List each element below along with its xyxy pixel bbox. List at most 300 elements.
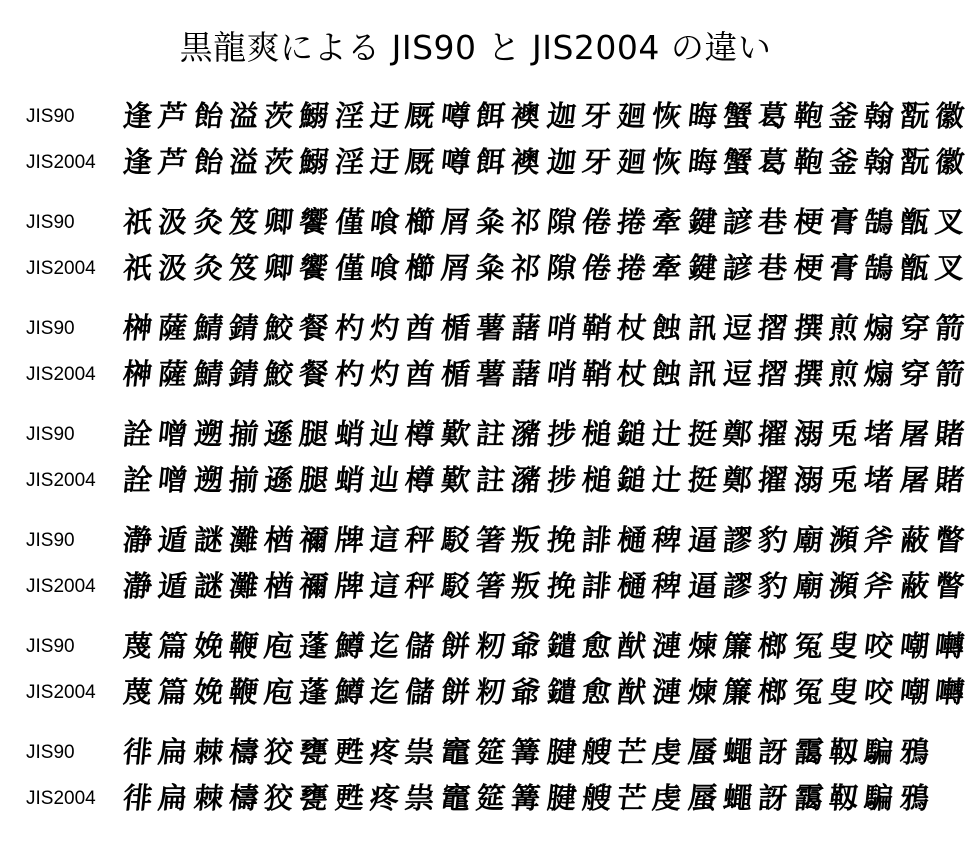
- kanji-glyph: 鰯: [297, 99, 331, 133]
- kanji-glyph: 晦: [686, 99, 719, 133]
- kanji-glyph: 巷: [756, 205, 790, 239]
- glyph-list: [120, 249, 967, 287]
- kanji-glyph: 娩: [191, 629, 225, 663]
- kanji-glyph: 迦: [544, 145, 578, 179]
- kanji-glyph: 瀕: [827, 523, 860, 557]
- kanji-glyph: 梗: [791, 251, 825, 285]
- kanji-glyph: 藷: [509, 311, 543, 345]
- kanji-glyph: 甕: [297, 781, 331, 815]
- kanji-glyph: 註: [474, 463, 507, 497]
- kanji-glyph: 灘: [227, 523, 260, 557]
- kanji-glyph: 爺: [509, 675, 543, 709]
- kanji-glyph: 隙: [544, 205, 578, 239]
- kanji-glyph: 灸: [191, 251, 225, 285]
- kanji-glyph: 誹: [580, 569, 613, 603]
- kanji-glyph: 扁: [156, 781, 190, 815]
- kanji-glyph: 迂: [368, 99, 402, 133]
- row-label: JIS2004: [26, 364, 96, 385]
- kanji-glyph: 叉: [933, 205, 966, 239]
- jis2004-row: [0, 566, 966, 612]
- kanji-glyph: 鮫: [262, 311, 296, 345]
- kanji-glyph: 鍵: [686, 205, 719, 239]
- kanji-glyph: 漣: [650, 675, 684, 709]
- kanji-glyph: 擢: [756, 463, 790, 497]
- kanji-glyph: 迄: [368, 629, 402, 663]
- kanji-glyph: 餌: [474, 145, 507, 179]
- kanji-glyph: 倦: [580, 205, 613, 239]
- kanji-glyph: 鱒: [333, 675, 366, 709]
- kanji-glyph: 灼: [368, 357, 402, 391]
- kanji-glyph: 哨: [544, 311, 578, 345]
- kanji-glyph: 飴: [191, 99, 225, 133]
- kanji-glyph: 祇: [121, 251, 154, 285]
- glyph-list: [120, 143, 967, 181]
- kanji-glyph: 倦: [580, 251, 613, 285]
- kanji-glyph: 籾: [474, 675, 507, 709]
- kanji-glyph: 蝕: [650, 311, 684, 345]
- kanji-glyph: 遜: [262, 417, 296, 451]
- kanji-glyph: 捲: [615, 251, 649, 285]
- kanji-glyph: 篝: [509, 781, 543, 815]
- kanji-glyph: 詮: [121, 417, 154, 451]
- kanji-glyph: 堵: [862, 417, 896, 451]
- kanji-glyph: 牽: [650, 205, 684, 239]
- kanji-glyph: 瀕: [827, 569, 860, 603]
- kanji-glyph: 囀: [933, 675, 966, 709]
- kanji-glyph: 逗: [721, 311, 754, 345]
- kanji-glyph: 廻: [615, 99, 649, 133]
- jis2004-row: [0, 354, 966, 400]
- kanji-glyph: 筵: [474, 781, 507, 815]
- kanji-glyph: 卿: [262, 251, 296, 285]
- kanji-glyph: 辿: [368, 417, 402, 451]
- kanji-glyph: 秤: [403, 569, 437, 603]
- jis90-row: [0, 308, 966, 354]
- kanji-glyph: 駁: [439, 523, 472, 557]
- kanji-glyph: 僅: [333, 205, 366, 239]
- kanji-glyph: 饗: [297, 205, 331, 239]
- kanji-glyph: 薩: [156, 357, 190, 391]
- kanji-glyph: 瀞: [121, 569, 154, 603]
- kanji-glyph: 楢: [262, 569, 296, 603]
- kanji-glyph: 簾: [721, 629, 754, 663]
- comparison-group: [0, 520, 966, 626]
- kanji-glyph: 鮫: [262, 357, 296, 391]
- kanji-glyph: 鎚: [615, 417, 649, 451]
- kanji-glyph: 疼: [368, 781, 402, 815]
- kanji-glyph: 粂: [474, 251, 507, 285]
- kanji-glyph: 逗: [721, 357, 754, 391]
- kanji-glyph: 儲: [403, 629, 437, 663]
- row-label: JIS90: [26, 106, 75, 127]
- kanji-glyph: 狡: [262, 735, 296, 769]
- kanji-glyph: 酋: [403, 311, 437, 345]
- kanji-glyph: 杓: [333, 311, 366, 345]
- kanji-glyph: 鍵: [686, 251, 719, 285]
- jis2004-row: [0, 248, 966, 294]
- comparison-group: [0, 202, 966, 308]
- kanji-glyph: 鯖: [191, 357, 225, 391]
- kanji-glyph: 翰: [862, 145, 896, 179]
- kanji-glyph: 甑: [897, 205, 931, 239]
- kanji-glyph: 詮: [121, 463, 154, 497]
- row-label: JIS90: [26, 424, 75, 445]
- kanji-glyph: 屠: [897, 463, 931, 497]
- kanji-glyph: 薩: [156, 311, 190, 345]
- kanji-glyph: 祟: [403, 781, 437, 815]
- kanji-glyph: 斧: [862, 569, 896, 603]
- kanji-glyph: 扁: [156, 735, 190, 769]
- kanji-glyph: 叛: [509, 569, 543, 603]
- kanji-glyph: 錆: [227, 357, 260, 391]
- kanji-glyph: 遁: [156, 569, 190, 603]
- kanji-glyph: 鵠: [862, 251, 896, 285]
- kanji-glyph: 箭: [933, 311, 966, 345]
- kanji-glyph: 謎: [191, 569, 225, 603]
- row-label: JIS90: [26, 742, 75, 763]
- kanji-glyph: 叟: [827, 629, 860, 663]
- row-label: JIS90: [26, 530, 75, 551]
- kanji-glyph: 薯: [474, 311, 507, 345]
- kanji-glyph: 賭: [933, 417, 966, 451]
- row-label: JIS90: [26, 636, 75, 657]
- jis90-row: [0, 96, 966, 142]
- kanji-glyph: 榊: [121, 357, 154, 391]
- kanji-glyph: 虔: [650, 735, 684, 769]
- kanji-glyph: 徽: [933, 145, 966, 179]
- kanji-glyph: 迦: [544, 99, 578, 133]
- jis2004-row: [0, 460, 966, 506]
- kanji-glyph: 溺: [791, 417, 825, 451]
- kanji-glyph: 冤: [791, 629, 825, 663]
- kanji-glyph: 鰯: [297, 145, 331, 179]
- kanji-glyph: 櫛: [403, 251, 437, 285]
- glyph-list: [120, 733, 932, 771]
- kanji-glyph: 這: [368, 523, 402, 557]
- kanji-glyph: 厩: [403, 99, 437, 133]
- kanji-glyph: 隙: [544, 251, 578, 285]
- kanji-glyph: 辻: [650, 417, 684, 451]
- kanji-glyph: 竈: [439, 735, 472, 769]
- kanji-glyph: 鯖: [191, 311, 225, 345]
- kanji-glyph: 灘: [227, 569, 260, 603]
- kanji-glyph: 咬: [862, 675, 896, 709]
- kanji-glyph: 巷: [756, 251, 790, 285]
- glyph-list: [120, 567, 967, 605]
- glyph-list: [120, 203, 967, 241]
- kanji-glyph: 辻: [650, 463, 684, 497]
- kanji-glyph: 祇: [121, 205, 154, 239]
- kanji-glyph: 廟: [791, 569, 825, 603]
- kanji-glyph: 祁: [509, 251, 543, 285]
- glyph-list: [120, 779, 932, 817]
- jis2004-row: [0, 672, 966, 718]
- comparison-group: [0, 308, 966, 414]
- kanji-glyph: 鞘: [580, 311, 613, 345]
- kanji-glyph: 撰: [791, 357, 825, 391]
- comparison-table: [0, 96, 966, 838]
- kanji-glyph: 稗: [650, 523, 684, 557]
- kanji-glyph: 疼: [368, 735, 402, 769]
- kanji-glyph: 堵: [862, 463, 896, 497]
- kanji-glyph: 樽: [403, 417, 437, 451]
- kanji-glyph: 牙: [580, 145, 613, 179]
- kanji-glyph: 釜: [827, 145, 860, 179]
- kanji-glyph: 篝: [509, 735, 543, 769]
- kanji-glyph: 煎: [827, 311, 860, 345]
- kanji-glyph: 靱: [827, 735, 860, 769]
- kanji-glyph: 蛸: [333, 463, 366, 497]
- kanji-glyph: 喰: [368, 251, 402, 285]
- kanji-glyph: 謎: [191, 523, 225, 557]
- kanji-glyph: 嘲: [897, 675, 931, 709]
- comparison-group: [0, 732, 951, 838]
- kanji-glyph: 哨: [544, 357, 578, 391]
- kanji-glyph: 靄: [791, 735, 825, 769]
- kanji-glyph: 溺: [791, 463, 825, 497]
- row-label: JIS90: [26, 212, 75, 233]
- kanji-glyph: 挽: [544, 569, 578, 603]
- kanji-glyph: 漣: [650, 629, 684, 663]
- kanji-glyph: 蛸: [333, 417, 366, 451]
- kanji-glyph: 鑓: [544, 629, 578, 663]
- kanji-glyph: 甦: [333, 735, 366, 769]
- kanji-glyph: 鞄: [791, 99, 825, 133]
- kanji-glyph: 屑: [439, 251, 472, 285]
- kanji-glyph: 笈: [227, 205, 260, 239]
- kanji-glyph: 檮: [227, 781, 260, 815]
- kanji-glyph: 笈: [227, 251, 260, 285]
- kanji-glyph: 捗: [544, 417, 578, 451]
- kanji-glyph: 葛: [756, 99, 790, 133]
- kanji-glyph: 鞭: [227, 629, 260, 663]
- kanji-glyph: 歎: [439, 417, 472, 451]
- kanji-glyph: 歎: [439, 463, 472, 497]
- kanji-glyph: 祟: [403, 735, 437, 769]
- kanji-glyph: 晦: [686, 145, 719, 179]
- kanji-glyph: 箸: [474, 523, 507, 557]
- kanji-glyph: 鑓: [544, 675, 578, 709]
- kanji-glyph: 穿: [897, 311, 931, 345]
- kanji-glyph: 腱: [544, 735, 578, 769]
- kanji-glyph: 愈: [580, 675, 613, 709]
- kanji-glyph: 樽: [403, 463, 437, 497]
- row-label: JIS2004: [26, 152, 96, 173]
- kanji-glyph: 咬: [862, 629, 896, 663]
- page-title: 黒龍爽による JIS90 と JIS2004 の違い: [179, 28, 772, 67]
- kanji-glyph: 茨: [262, 99, 296, 133]
- kanji-glyph: 愈: [580, 629, 613, 663]
- kanji-glyph: 噂: [439, 99, 472, 133]
- kanji-glyph: 僅: [333, 251, 366, 285]
- kanji-glyph: 茨: [262, 145, 296, 179]
- kanji-glyph: 餌: [474, 99, 507, 133]
- kanji-glyph: 竈: [439, 781, 472, 815]
- kanji-glyph: 楯: [439, 311, 472, 345]
- comparison-group: [0, 626, 966, 732]
- kanji-glyph: 誹: [580, 523, 613, 557]
- kanji-glyph: 薯: [474, 357, 507, 391]
- kanji-glyph: 粂: [474, 205, 507, 239]
- kanji-glyph: 煉: [686, 629, 719, 663]
- kanji-glyph: 翫: [897, 145, 931, 179]
- kanji-glyph: 遡: [191, 463, 225, 497]
- kanji-glyph: 噂: [439, 145, 472, 179]
- kanji-glyph: 煎: [827, 357, 860, 391]
- kanji-glyph: 鞄: [791, 145, 825, 179]
- kanji-glyph: 瀞: [121, 523, 154, 557]
- kanji-glyph: 牽: [650, 251, 684, 285]
- kanji-glyph: 捗: [544, 463, 578, 497]
- kanji-glyph: 噌: [156, 417, 190, 451]
- kanji-glyph: 腿: [297, 463, 331, 497]
- glyph-list: [120, 461, 967, 499]
- kanji-glyph: 棘: [191, 781, 225, 815]
- comparison-group: [0, 96, 966, 202]
- kanji-glyph: 棘: [191, 735, 225, 769]
- kanji-glyph: 斧: [862, 523, 896, 557]
- row-label: JIS2004: [26, 258, 96, 279]
- kanji-glyph: 捲: [615, 205, 649, 239]
- kanji-glyph: 廟: [791, 523, 825, 557]
- kanji-glyph: 篇: [156, 675, 190, 709]
- kanji-glyph: 恢: [650, 145, 684, 179]
- kanji-glyph: 釜: [827, 99, 860, 133]
- kanji-glyph: 溢: [227, 145, 260, 179]
- kanji-glyph: 腱: [544, 781, 578, 815]
- kanji-glyph: 錆: [227, 311, 260, 345]
- kanji-glyph: 駁: [439, 569, 472, 603]
- kanji-glyph: 囀: [933, 629, 966, 663]
- kanji-glyph: 鄭: [721, 417, 754, 451]
- kanji-glyph: 爺: [509, 629, 543, 663]
- kanji-glyph: 槌: [580, 417, 613, 451]
- glyph-list: [120, 673, 967, 711]
- kanji-glyph: 杓: [333, 357, 366, 391]
- kanji-glyph: 娩: [191, 675, 225, 709]
- kanji-glyph: 芦: [156, 145, 190, 179]
- kanji-glyph: 厩: [403, 145, 437, 179]
- kanji-glyph: 芒: [615, 781, 649, 815]
- kanji-glyph: 遡: [191, 417, 225, 451]
- kanji-glyph: 訊: [686, 357, 719, 391]
- jis90-row: [0, 202, 966, 248]
- kanji-glyph: 檮: [227, 735, 260, 769]
- kanji-glyph: 甦: [333, 781, 366, 815]
- kanji-glyph: 瞥: [933, 523, 966, 557]
- jis90-row: [0, 414, 966, 460]
- kanji-glyph: 藷: [509, 357, 543, 391]
- kanji-glyph: 牙: [580, 99, 613, 133]
- kanji-glyph: 徘: [121, 735, 154, 769]
- kanji-glyph: 櫛: [403, 205, 437, 239]
- kanji-glyph: 芦: [156, 99, 190, 133]
- kanji-glyph: 叉: [933, 251, 966, 285]
- kanji-glyph: 杖: [615, 357, 649, 391]
- kanji-glyph: 膏: [827, 205, 860, 239]
- row-label: JIS2004: [26, 470, 96, 491]
- kanji-glyph: 祁: [509, 205, 543, 239]
- kanji-glyph: 逢: [121, 99, 154, 133]
- kanji-glyph: 蝕: [650, 357, 684, 391]
- row-label: JIS2004: [26, 788, 96, 809]
- kanji-glyph: 槌: [580, 463, 613, 497]
- kanji-glyph: 廻: [615, 145, 649, 179]
- kanji-glyph: 蜃: [686, 735, 719, 769]
- kanji-glyph: 籾: [474, 629, 507, 663]
- kanji-glyph: 冤: [791, 675, 825, 709]
- kanji-glyph: 挺: [686, 417, 719, 451]
- kanji-glyph: 翫: [897, 99, 931, 133]
- kanji-glyph: 筵: [474, 735, 507, 769]
- kanji-glyph: 辿: [368, 463, 402, 497]
- kanji-glyph: 揃: [227, 417, 260, 451]
- kanji-glyph: 楢: [262, 523, 296, 557]
- kanji-glyph: 兎: [827, 463, 860, 497]
- kanji-glyph: 榔: [756, 675, 790, 709]
- kanji-glyph: 恢: [650, 99, 684, 133]
- kanji-glyph: 徽: [933, 99, 966, 133]
- kanji-glyph: 叟: [827, 675, 860, 709]
- kanji-glyph: 艘: [580, 735, 613, 769]
- kanji-glyph: 嘲: [897, 629, 931, 663]
- kanji-glyph: 屠: [897, 417, 931, 451]
- kanji-glyph: 註: [474, 417, 507, 451]
- kanji-glyph: 稗: [650, 569, 684, 603]
- kanji-glyph: 餅: [439, 629, 472, 663]
- kanji-glyph: 穿: [897, 357, 931, 391]
- kanji-glyph: 諺: [721, 205, 754, 239]
- kanji-glyph: 挽: [544, 523, 578, 557]
- kanji-glyph: 蜃: [686, 781, 719, 815]
- kanji-glyph: 淫: [333, 145, 366, 179]
- kanji-glyph: 撰: [791, 311, 825, 345]
- kanji-glyph: 挺: [686, 463, 719, 497]
- kanji-glyph: 瀦: [509, 463, 543, 497]
- kanji-glyph: 迄: [368, 675, 402, 709]
- kanji-glyph: 謬: [721, 569, 754, 603]
- kanji-glyph: 迂: [368, 145, 402, 179]
- kanji-glyph: 簾: [721, 675, 754, 709]
- kanji-glyph: 灼: [368, 311, 402, 345]
- kanji-glyph: 鴉: [897, 735, 931, 769]
- kanji-glyph: 蠅: [721, 735, 754, 769]
- kanji-glyph: 豹: [756, 569, 790, 603]
- kanji-glyph: 禰: [297, 569, 331, 603]
- kanji-glyph: 靱: [827, 781, 860, 815]
- kanji-glyph: 騙: [862, 781, 896, 815]
- kanji-glyph: 摺: [756, 357, 790, 391]
- kanji-glyph: 箸: [474, 569, 507, 603]
- kanji-glyph: 遜: [262, 463, 296, 497]
- kanji-glyph: 揃: [227, 463, 260, 497]
- row-label: JIS2004: [26, 576, 96, 597]
- kanji-glyph: 甑: [897, 251, 931, 285]
- kanji-glyph: 鄭: [721, 463, 754, 497]
- kanji-glyph: 蟹: [721, 99, 754, 133]
- jis90-row: [0, 732, 951, 778]
- kanji-glyph: 訝: [756, 735, 790, 769]
- kanji-glyph: 逢: [121, 145, 154, 179]
- kanji-glyph: 蔑: [121, 675, 154, 709]
- glyph-list: [120, 97, 967, 135]
- kanji-glyph: 襖: [509, 99, 543, 133]
- kanji-glyph: 榊: [121, 311, 154, 345]
- kanji-glyph: 儲: [403, 675, 437, 709]
- kanji-glyph: 煽: [862, 357, 896, 391]
- kanji-glyph: 喰: [368, 205, 402, 239]
- kanji-glyph: 樋: [615, 523, 649, 557]
